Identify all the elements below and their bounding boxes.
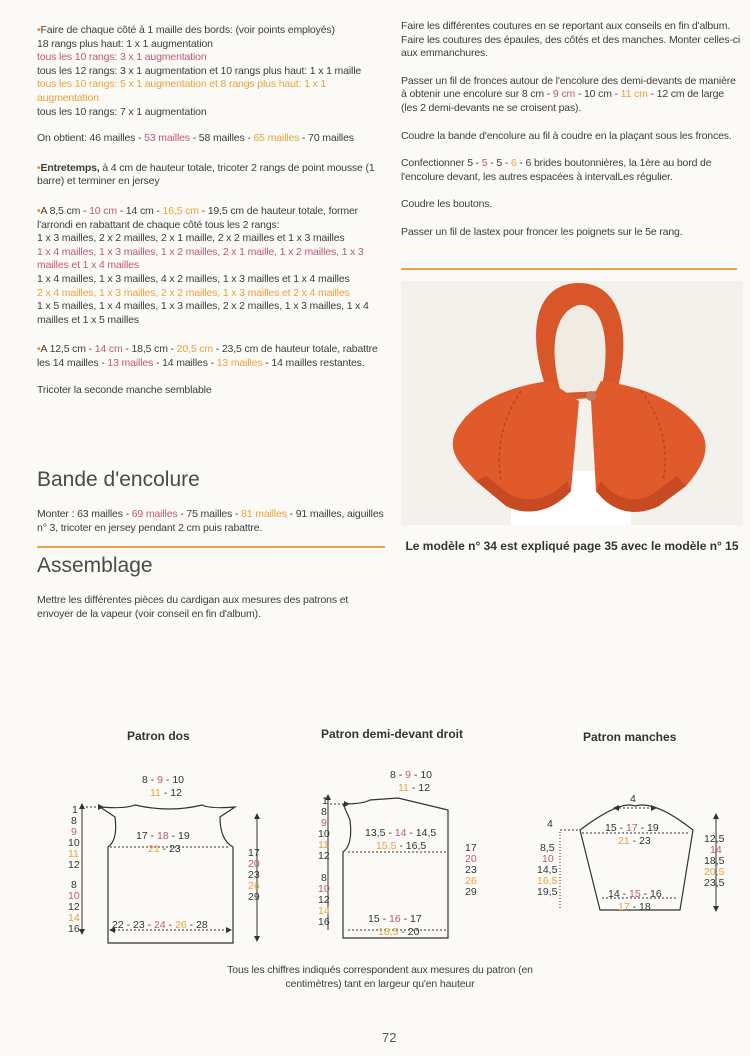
left-column xyxy=(37,24,385,398)
bullet-icon: • xyxy=(37,24,41,36)
svg-text:4: 4 xyxy=(547,818,553,830)
svg-text:10: 10 xyxy=(68,837,80,849)
instruction-meanwhile: •Entretemps, à 4 cm de hauteur totale, tricoter 2 rangs de point mousse (1 barre) et terminer en jersey xyxy=(37,161,375,188)
instruction-stitch-count: On obtient: 46 mailles - 53 mailles - 58 mailles - 65 mailles - 70 mailles xyxy=(37,132,354,145)
instruction-neckband: Monter : 63 mailles - 69 mailles - 75 mailles - 81 mailles - 91 mailles, aiguilles n° 3, tricoter en jersey pendant 2 cm puis rabattre. xyxy=(37,508,384,534)
svg-text:8: 8 xyxy=(321,806,327,818)
svg-text:20: 20 xyxy=(248,858,260,870)
svg-text:10: 10 xyxy=(68,890,80,902)
bullet-icon: • xyxy=(37,343,41,356)
svg-text:14: 14 xyxy=(710,844,722,856)
svg-text:22 - 23 - 24 - 26 - 28: 22 - 23 - 24 - 26 - 28 xyxy=(112,919,208,931)
pattern-devant-diagram xyxy=(308,760,498,950)
svg-text:23: 23 xyxy=(465,864,477,876)
svg-text:13,5 - 14 - 14,5: 13,5 - 14 - 14,5 xyxy=(365,827,437,839)
svg-text:15 - 17 - 19: 15 - 17 - 19 xyxy=(605,822,659,834)
instruction-buttonholes: Confectionner 5 - 5 - 5 - 6 - 6 brides boutonnières, la 1ère au bord de l'encolure devant, les autres espacées à intervalLes régulier. xyxy=(401,157,712,183)
svg-text:1: 1 xyxy=(322,795,328,807)
section-divider xyxy=(37,546,385,548)
hooded-cardigan-image xyxy=(401,281,743,525)
svg-text:11: 11 xyxy=(318,839,329,851)
svg-text:12: 12 xyxy=(68,901,80,913)
svg-text:21 - 23: 21 - 23 xyxy=(148,843,181,855)
svg-text:12,5: 12,5 xyxy=(704,833,725,845)
svg-text:4: 4 xyxy=(630,793,636,805)
svg-text:29: 29 xyxy=(465,886,477,898)
svg-text:16: 16 xyxy=(318,916,330,928)
bullet-icon: • xyxy=(37,204,41,217)
instruction-seams: Faire les différentes coutures en se reportant aux conseils en fin d'album. Faire les coutures des épaules, des côtés et des manches. Monter celles-ci aux emmanchures. xyxy=(401,20,741,60)
instruction-assembly: Mettre les différentes pièces du cardigan aux mesures des patrons et envoyer de la vapeur (voir conseil en fin d'album). xyxy=(37,594,349,620)
pattern-manches-diagram xyxy=(530,790,740,920)
instruction-bind-off: •A 12,5 cm - 14 cm - 18,5 cm - 20,5 cm - 23,5 cm de hauteur totale, rabattre les 14 mailles - 13 mailles - 14 mailles - 13 mailles - 14 mailles restantes. xyxy=(37,343,378,369)
svg-text:18,5: 18,5 xyxy=(704,855,725,867)
svg-text:23: 23 xyxy=(248,869,260,881)
svg-text:20,5: 20,5 xyxy=(704,866,725,878)
heading-assemblage: Assemblage xyxy=(37,554,153,577)
svg-text:11: 11 xyxy=(68,848,79,860)
instruction-armhole: •A 8,5 cm - 10 cm - 14 cm - 16,5 cm - 19,5 cm de hauteur totale, former l'arrondi en rabattant de chaque côté tous les 2 rangs: 1 x 3 mailles, 2 x 2 mailles, 2 x 1 maille, 2 x 2 mailles et 1 x 3 mailles 1 x 4 mailles, 1 x 3 mailles, 1 x 2 mailles, 2 x 1 maille, 1 x 2 mailles, 1 x 3 mailles et 1 x 4 mailles 1 x 4 mailles, 1 x 3 mailles, 4 x 2 mailles, 1 x 3 mailles et 1 x 4 mailles 2 x 4 mailles, 1 x 3 mailles, 2 x 2 mailles, 1 x 3 mailles et 2 x 4 mailles 1 x 5 mailles, 1 x 4 mailles, 1 x 3 mailles, 2 x 2 mailles, 1 x 3 mailles, 1 x 4 mailles et 1 x 5 mailles xyxy=(37,204,369,326)
svg-text:8: 8 xyxy=(71,879,77,891)
pattern-title-manches: Patron manches xyxy=(583,730,677,744)
svg-text:20: 20 xyxy=(465,853,477,865)
svg-text:1: 1 xyxy=(72,804,78,816)
bullet-icon: • xyxy=(37,161,41,174)
svg-text:8 - 9 - 10: 8 - 9 - 10 xyxy=(142,774,185,786)
svg-text:8: 8 xyxy=(321,872,327,884)
photo-caption: Le modèle n° 34 est expliqué page 35 avec le modèle n° 15 xyxy=(405,539,739,553)
svg-text:10: 10 xyxy=(318,883,330,895)
pattern-title-dos: Patron dos xyxy=(127,729,190,743)
svg-text:17: 17 xyxy=(465,842,477,854)
section-divider xyxy=(401,268,737,270)
svg-text:9: 9 xyxy=(321,817,327,829)
instruction-increases: •Faire de chaque côté à 1 maille des bords: (voir points employés) 18 rangs plus haut: 1 x 1 augmentation tous les 10 rangs: 3 x 1 augmentation tous les 12 rangs: 3 x 1 augmentation et 10 rangs plus haut: 1 x 1 maille tous les 10 rangs: 5 x 1 augmentation et 8 rangs plus haut: 1 x 1 augmentation tous les 10 rangs: 7 x 1 augmentation xyxy=(37,24,362,118)
svg-text:14: 14 xyxy=(68,912,80,924)
svg-text:11 - 12: 11 - 12 xyxy=(398,782,430,794)
instruction-elastic: Passer un fil de lastex pour froncer les poignets sur le 5e rang. xyxy=(401,225,683,238)
svg-text:14,5: 14,5 xyxy=(537,864,558,876)
svg-text:11 - 12: 11 - 12 xyxy=(150,787,182,799)
svg-text:19,5: 19,5 xyxy=(537,886,558,898)
svg-text:14 - 15 - 16: 14 - 15 - 16 xyxy=(608,888,662,900)
pattern-dos-diagram xyxy=(60,765,280,950)
svg-text:29: 29 xyxy=(248,891,260,903)
svg-text:9: 9 xyxy=(71,826,77,838)
svg-text:10: 10 xyxy=(542,853,554,865)
svg-text:26: 26 xyxy=(465,875,477,887)
svg-text:12: 12 xyxy=(318,850,330,862)
instruction-buttons: Coudre les boutons. xyxy=(401,198,493,211)
svg-text:17 - 18 - 19: 17 - 18 - 19 xyxy=(136,830,190,842)
pattern-title-devant: Patron demi-devant droit xyxy=(321,727,464,741)
svg-text:26: 26 xyxy=(248,880,260,892)
svg-text:14: 14 xyxy=(318,905,330,917)
svg-text:8,5: 8,5 xyxy=(540,842,555,854)
sweater-photo xyxy=(401,281,743,525)
svg-text:8 - 9 - 10: 8 - 9 - 10 xyxy=(390,769,433,781)
heading-bande-encolure: Bande d'encolure xyxy=(37,468,200,491)
svg-text:15,5 - 16,5: 15,5 - 16,5 xyxy=(376,840,427,852)
svg-text:17 - 18: 17 - 18 xyxy=(618,901,651,913)
pattern-note: Tous les chiffres indiqués correspondent aux mesures du patron (en centimètres) tant en largeur qu'en hauteur xyxy=(227,964,533,990)
svg-text:18,5 - 20: 18,5 - 20 xyxy=(378,926,420,938)
page-number: 72 xyxy=(382,1030,397,1045)
svg-text:23,5: 23,5 xyxy=(704,877,725,889)
instruction-sew-band: Coudre la bande d'encolure au fil à coudre en la plaçant sous les fronces. xyxy=(401,129,732,142)
right-column xyxy=(401,20,743,240)
svg-text:16: 16 xyxy=(68,923,80,935)
instruction-gather: Passer un fil de fronces autour de l'encolure des demi-devants de manière à obtenir une encolure sur 8 cm - 9 cm - 10 cm - 11 cm - 12 cm de large (les 2 demi-devants ne se croisent pas). xyxy=(401,74,736,114)
svg-text:16,5: 16,5 xyxy=(537,875,558,887)
svg-text:12: 12 xyxy=(318,894,330,906)
svg-text:21 - 23: 21 - 23 xyxy=(618,835,651,847)
svg-text:8: 8 xyxy=(71,815,77,827)
svg-text:17: 17 xyxy=(248,847,260,859)
svg-text:10: 10 xyxy=(318,828,330,840)
svg-text:12: 12 xyxy=(68,859,80,871)
svg-text:15 - 16 - 17: 15 - 16 - 17 xyxy=(368,913,422,925)
instruction-second-sleeve: Tricoter la seconde manche semblable xyxy=(37,384,212,397)
